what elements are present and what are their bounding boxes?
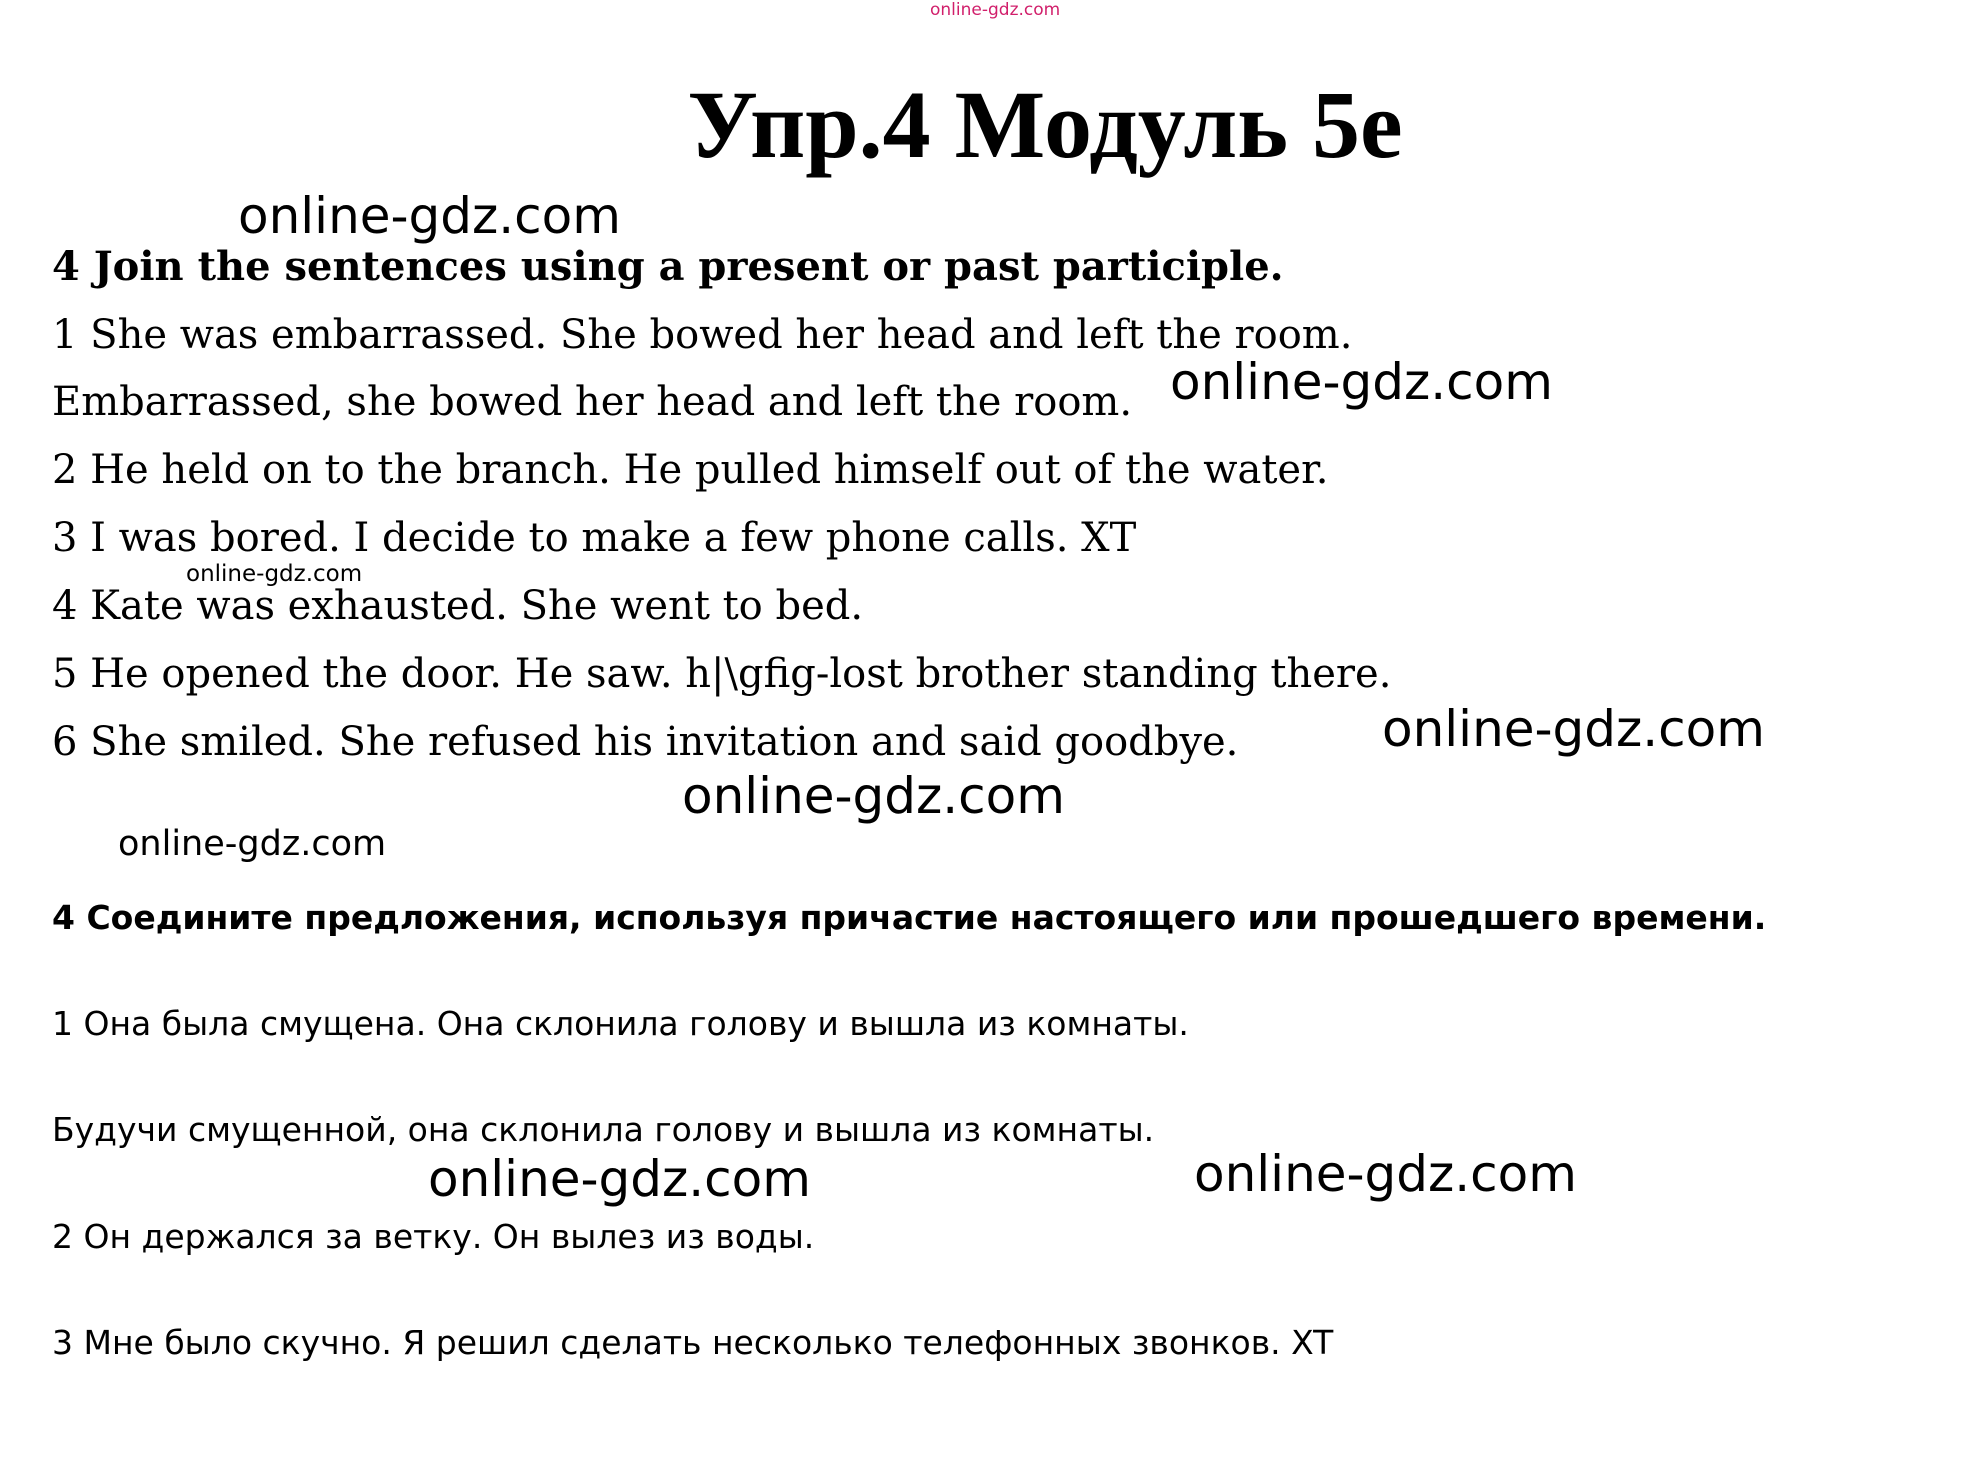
watermark: online-gdz.com	[1170, 353, 1553, 411]
english-line: 2 He held on to the branch. He pulled himself out of the water.	[52, 447, 1329, 493]
watermark: online-gdz.com	[238, 187, 621, 245]
english-task-heading: 4 Join the sentences using a present or past participle.	[52, 243, 1284, 290]
english-line: 4 Kate was exhausted. She went to bed.	[52, 583, 864, 629]
watermark: online-gdz.com	[118, 824, 387, 864]
russian-line: 1 Она была смущена. Она склонила голову и вышла из комнаты.	[52, 1004, 1189, 1043]
watermark: online-gdz.com	[1194, 1145, 1577, 1203]
watermark: online-gdz.com	[186, 561, 363, 587]
watermark: online-gdz.com	[1382, 700, 1765, 758]
english-line: Embarrassed, she bowed her head and left the room.	[52, 379, 1133, 425]
english-line: 3 I was bored. I decide to make a few phone calls. XT	[52, 515, 1137, 561]
russian-line: 3 Мне было скучно. Я решил сделать несколько телефонных звонков. XT	[52, 1323, 1334, 1362]
english-line: 6 She smiled. She refused his invitation and said goodbye.	[52, 719, 1239, 765]
russian-line: 2 Он держался за ветку. Он вылез из воды.	[52, 1217, 815, 1256]
watermark: online-gdz.com	[428, 1150, 811, 1208]
watermark: online-gdz.com	[682, 767, 1065, 825]
page-title: Упр.4 Модуль 5e	[687, 71, 1403, 178]
english-line: 5 He opened the door. He saw. h|\gfig-lost brother standing there.	[52, 651, 1392, 697]
russian-line: Будучи смущенной, она склонила голову и вышла из комнаты.	[52, 1110, 1155, 1149]
english-line: 1 She was embarrassed. She bowed her head and left the room.	[52, 312, 1353, 358]
russian-task-heading: 4 Соедините предложения, используя причастие настоящего или прошедшего времени.	[52, 898, 1767, 937]
top-watermark: online-gdz.com	[930, 0, 1061, 20]
